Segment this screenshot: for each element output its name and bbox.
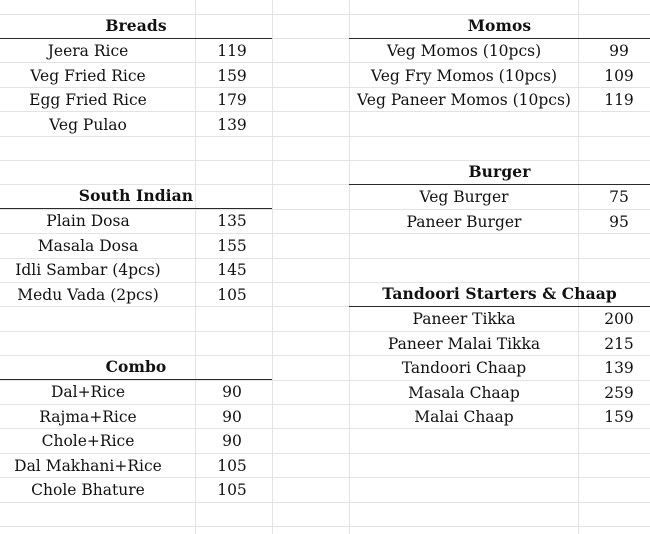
item-name: Malai Chaap bbox=[414, 408, 514, 426]
item-price: 159 bbox=[604, 408, 634, 426]
menu-item bbox=[0, 39, 272, 64]
menu-item bbox=[0, 209, 272, 234]
menu-item bbox=[0, 64, 272, 89]
item-price: 105 bbox=[217, 481, 247, 499]
menu-item bbox=[349, 356, 650, 381]
section-title: Burger bbox=[468, 162, 531, 181]
item-price: 119 bbox=[217, 42, 247, 60]
item-name: Rajma+Rice bbox=[39, 407, 137, 426]
menu-item bbox=[349, 381, 650, 406]
item-price: 90 bbox=[222, 383, 242, 401]
item-name: Chole Bhature bbox=[31, 481, 145, 499]
section-south-indian bbox=[0, 184, 272, 307]
menu-item bbox=[0, 380, 272, 405]
menu-item bbox=[349, 88, 650, 113]
item-name: Plain Dosa bbox=[46, 212, 130, 230]
item-name: Medu Vada (2pcs) bbox=[17, 285, 159, 304]
menu-item bbox=[349, 39, 650, 64]
item-name: Veg Fry Momos (10pcs) bbox=[370, 66, 558, 85]
section-title: South Indian bbox=[78, 186, 194, 205]
item-name: Idli Sambar (4pcs) bbox=[15, 261, 161, 279]
item-name: Jeera Rice bbox=[47, 42, 129, 60]
item-name: Dal+Rice bbox=[50, 383, 126, 401]
item-price: 139 bbox=[217, 115, 247, 134]
menu-item bbox=[0, 258, 272, 283]
menu-item bbox=[0, 405, 272, 430]
item-price: 90 bbox=[222, 432, 242, 450]
menu-item bbox=[0, 234, 272, 259]
item-name: Veg Burger bbox=[419, 188, 509, 206]
item-price: 215 bbox=[604, 334, 634, 353]
item-price: 75 bbox=[609, 188, 629, 206]
item-price: 200 bbox=[604, 310, 634, 328]
menu-item bbox=[349, 185, 650, 210]
item-name: Masala Dosa bbox=[37, 236, 139, 255]
menu-item bbox=[349, 332, 650, 357]
item-price: 119 bbox=[604, 91, 634, 109]
menu-item bbox=[0, 88, 272, 113]
section-burger bbox=[349, 160, 650, 234]
section-title: Combo bbox=[105, 357, 167, 376]
item-name: Veg Momos (10pcs) bbox=[386, 42, 542, 60]
item-price: 139 bbox=[604, 359, 634, 377]
section-combo bbox=[0, 355, 272, 503]
section-title: Breads bbox=[105, 16, 167, 35]
section-tandoori-starters bbox=[349, 282, 650, 430]
menu-item bbox=[0, 478, 272, 503]
menu-item bbox=[349, 210, 650, 235]
item-price: 109 bbox=[604, 66, 634, 85]
item-name: Veg Fried Rice bbox=[30, 66, 146, 85]
item-price: 105 bbox=[217, 456, 247, 475]
menu-item bbox=[349, 405, 650, 430]
menu-item bbox=[0, 283, 272, 308]
item-name: Veg Pulao bbox=[49, 115, 127, 134]
item-price: 179 bbox=[217, 91, 247, 109]
item-price: 99 bbox=[609, 42, 629, 60]
item-price: 145 bbox=[217, 261, 247, 279]
section-title: Tandoori Starters & Chaap bbox=[382, 284, 617, 303]
item-name: Chole+Rice bbox=[41, 432, 135, 450]
item-price: 259 bbox=[604, 383, 634, 402]
item-price: 95 bbox=[609, 212, 629, 231]
item-price: 105 bbox=[217, 285, 247, 304]
item-name: Dal Makhani+Rice bbox=[14, 456, 162, 475]
section-breads bbox=[0, 14, 272, 137]
item-name: Paneer Tikka bbox=[412, 310, 516, 328]
item-name: Paneer Burger bbox=[406, 212, 522, 231]
item-name: Veg Paneer Momos (10pcs) bbox=[357, 91, 571, 109]
item-name: Egg Fried Rice bbox=[29, 91, 147, 109]
menu-item bbox=[349, 307, 650, 332]
item-price: 155 bbox=[217, 236, 247, 255]
section-momos bbox=[349, 14, 650, 113]
menu-item bbox=[0, 429, 272, 454]
item-price: 135 bbox=[217, 212, 247, 230]
item-name: Paneer Malai Tikka bbox=[387, 334, 541, 353]
menu-item bbox=[0, 113, 272, 138]
menu-item bbox=[349, 64, 650, 89]
item-price: 90 bbox=[222, 407, 242, 426]
item-name: Tandoori Chaap bbox=[401, 359, 527, 377]
menu-item bbox=[0, 454, 272, 479]
item-name: Masala Chaap bbox=[408, 383, 520, 402]
item-price: 159 bbox=[217, 66, 247, 85]
section-title: Momos bbox=[467, 16, 532, 35]
